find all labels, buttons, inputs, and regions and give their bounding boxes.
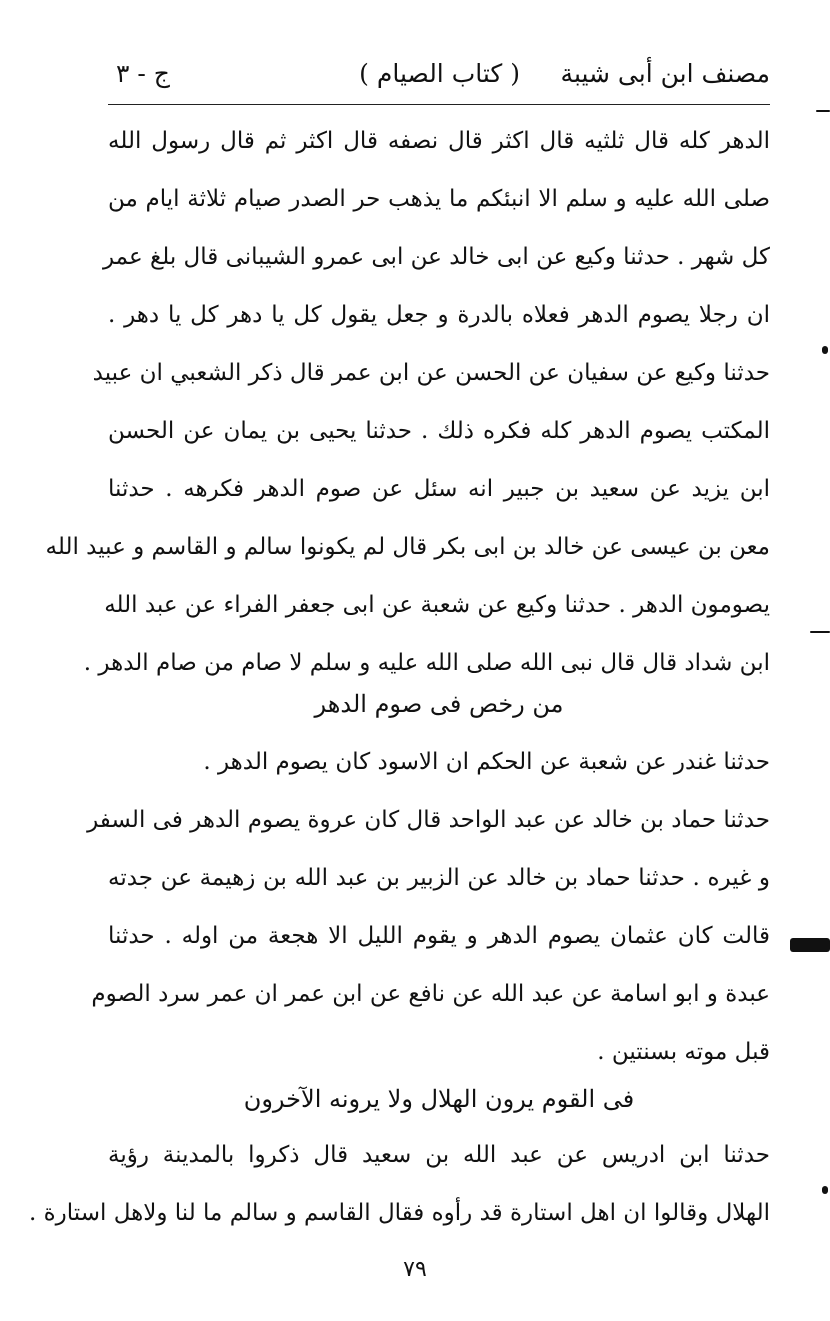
scan-mark xyxy=(822,1186,828,1194)
text-section-2 xyxy=(87,733,770,1081)
header-rule xyxy=(108,104,770,105)
scan-mark xyxy=(822,346,828,354)
text-line: الدهر كله قال ثلثيه قال اكثر قال نصفه قال اكثر ثم قال رسول الله xyxy=(108,128,770,154)
text-line: كل شهر . حدثنا وكيع عن ابى خالد عن ابى عمرو الشيبانى قال بلغ عمر xyxy=(102,244,770,270)
scan-mark xyxy=(810,631,830,633)
volume-label: ج - ٣ xyxy=(116,59,170,88)
text-line: عبدة و ابو اسامة عن عبد الله عن نافع عن ابن عمر ان عمر سرد الصوم xyxy=(91,981,770,1007)
section-heading: فى القوم يرون الهلال ولا يرونه الآخرون xyxy=(243,1085,635,1113)
scan-mark xyxy=(816,110,830,112)
text-section-3 xyxy=(29,1126,770,1242)
text-line: الهلال وقالوا ان اهل استارة قد رأوه فقال القاسم و سالم ما لنا ولاهل استارة . xyxy=(29,1200,770,1226)
text-line: ان رجلا يصوم الدهر فعلاه بالدرة و جعل يقول كل يا دهر كل يا دهر . xyxy=(108,302,770,328)
text-line: حدثنا وكيع عن سفيان عن الحسن عن ابن عمر قال ذكر الشعبي ان عبيد xyxy=(92,360,770,386)
text-line: ابن يزيد عن سعيد بن جبير انه سئل عن صوم الدهر فكرهه . حدثنا xyxy=(108,476,770,502)
text-section-1 xyxy=(45,112,770,692)
running-header xyxy=(108,52,770,96)
text-line: قبل موته بسنتين . xyxy=(597,1039,770,1065)
text-line: ابن شداد قال قال نبى الله صلى الله عليه و سلم لا صام من صام الدهر . xyxy=(83,650,770,676)
book-title: مصنف ابن أبى شيبة xyxy=(560,59,770,88)
text-line: المكتب يصوم الدهر كله فكره ذلك . حدثنا يحيى بن يمان عن الحسن xyxy=(108,418,770,444)
text-line: معن بن عيسى عن خالد بن ابى بكر قال لم يكونوا سالم و القاسم و عبيد الله xyxy=(45,534,770,560)
text-line: حدثنا غندر عن شعبة عن الحكم ان الاسود كان يصوم الدهر . xyxy=(203,749,770,775)
text-line: حدثنا حماد بن خالد عن عبد الواحد قال كان عروة يصوم الدهر فى السفر xyxy=(87,807,770,833)
section-heading: من رخص فى صوم الدهر xyxy=(314,690,564,718)
page-number: ٧٩ xyxy=(403,1257,427,1282)
text-line: و غيره . حدثنا حماد بن خالد عن الزبير بن عبد الله بن زهيمة عن جدته xyxy=(108,865,770,891)
scan-mark xyxy=(790,938,830,952)
text-line: حدثنا ابن ادريس عن عبد الله بن سعيد قال ذكروا بالمدينة رؤية xyxy=(108,1142,770,1168)
text-line: قالت كان عثمان يصوم الدهر و يقوم الليل الا هجعة من اوله . حدثنا xyxy=(108,923,770,949)
text-line: صلى الله عليه و سلم الا انبئكم ما يذهب حر الصدر صيام ثلاثة ايام من xyxy=(108,186,770,212)
text-line: يصومون الدهر . حدثنا وكيع عن شعبة عن ابى جعفر الفراء عن عبد الله xyxy=(104,592,770,618)
chapter-title: ( كتاب الصيام ) xyxy=(359,59,520,88)
